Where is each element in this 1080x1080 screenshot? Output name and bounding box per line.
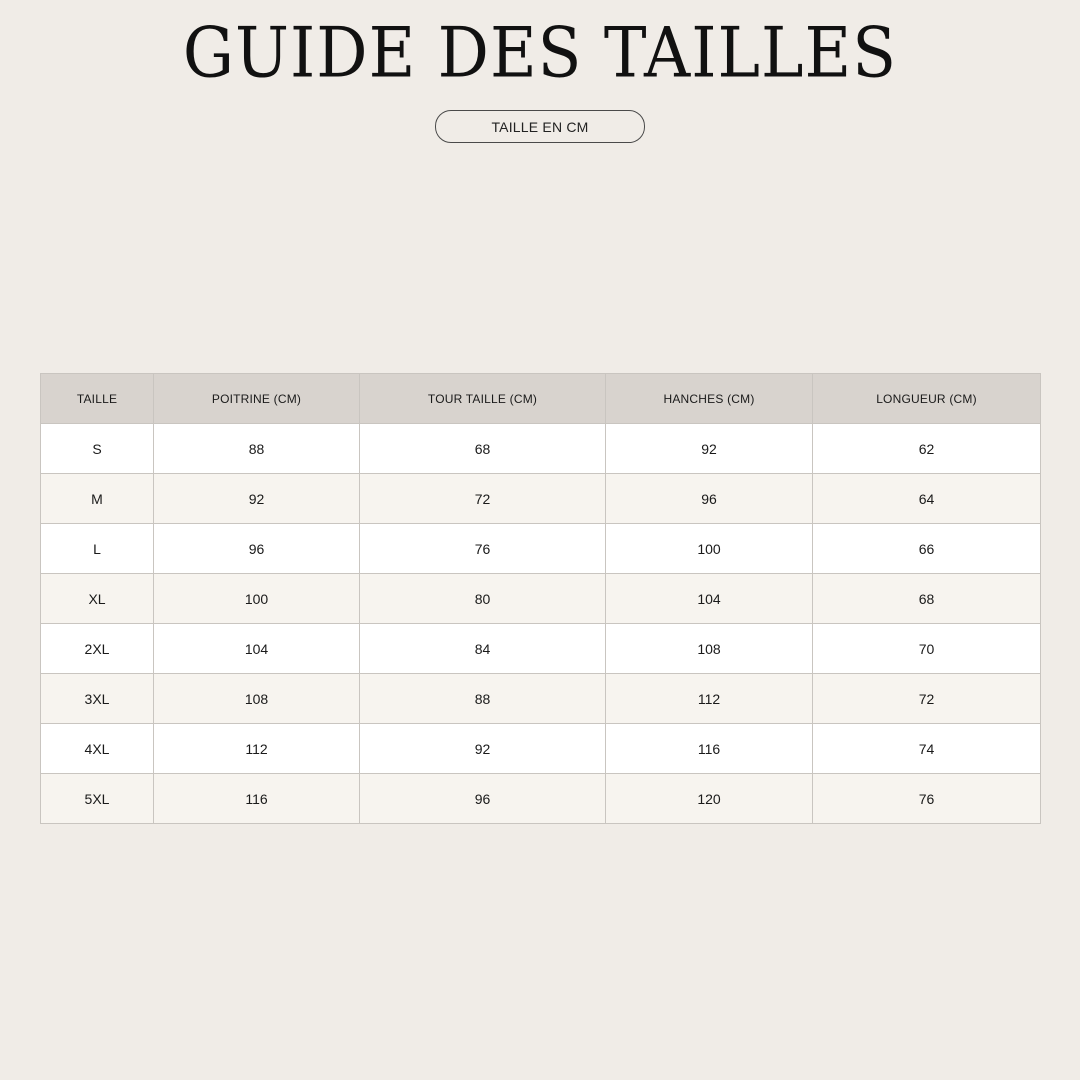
table-cell-chest: 88 xyxy=(154,424,360,474)
table-cell-waist: 88 xyxy=(360,674,606,724)
table-cell-length: 66 xyxy=(813,524,1041,574)
table-cell-hips: 116 xyxy=(606,724,813,774)
table-cell-hips: 112 xyxy=(606,674,813,724)
column-header-size: TAILLE xyxy=(41,374,154,424)
table-cell-length: 76 xyxy=(813,774,1041,824)
table-row xyxy=(41,674,1041,724)
page-title: GUIDE DES TAILLES xyxy=(182,14,898,94)
table-cell-size: 4XL xyxy=(41,724,154,774)
table-cell-waist: 68 xyxy=(360,424,606,474)
table-cell-size: 2XL xyxy=(41,624,154,674)
table-cell-waist: 96 xyxy=(360,774,606,824)
table-row xyxy=(41,624,1041,674)
table-cell-hips: 108 xyxy=(606,624,813,674)
table-cell-size: M xyxy=(41,474,154,524)
table-cell-chest: 104 xyxy=(154,624,360,674)
size-table xyxy=(40,373,1041,824)
table-cell-size: L xyxy=(41,524,154,574)
table-cell-length: 68 xyxy=(813,574,1041,624)
table-cell-hips: 104 xyxy=(606,574,813,624)
column-header-waist: TOUR TAILLE (CM) xyxy=(360,374,606,424)
table-cell-chest: 96 xyxy=(154,524,360,574)
table-header-row xyxy=(41,374,1041,424)
table-cell-waist: 80 xyxy=(360,574,606,624)
table-cell-size: 3XL xyxy=(41,674,154,724)
table-cell-waist: 84 xyxy=(360,624,606,674)
table-cell-chest: 112 xyxy=(154,724,360,774)
table-cell-length: 74 xyxy=(813,724,1041,774)
table-row xyxy=(41,524,1041,574)
table-cell-chest: 100 xyxy=(154,574,360,624)
table-cell-hips: 100 xyxy=(606,524,813,574)
table-row xyxy=(41,474,1041,524)
column-header-chest: POITRINE (CM) xyxy=(154,374,360,424)
table-cell-length: 62 xyxy=(813,424,1041,474)
column-header-length: LONGUEUR (CM) xyxy=(813,374,1041,424)
unit-badge: TAILLE EN CM xyxy=(435,110,645,143)
table-cell-chest: 116 xyxy=(154,774,360,824)
table-cell-hips: 96 xyxy=(606,474,813,524)
table-cell-size: XL xyxy=(41,574,154,624)
table-cell-waist: 76 xyxy=(360,524,606,574)
table-cell-hips: 92 xyxy=(606,424,813,474)
table-cell-waist: 72 xyxy=(360,474,606,524)
table-row xyxy=(41,724,1041,774)
table-row xyxy=(41,424,1041,474)
table-cell-length: 72 xyxy=(813,674,1041,724)
table-cell-size: 5XL xyxy=(41,774,154,824)
table-row xyxy=(41,574,1041,624)
table-cell-chest: 92 xyxy=(154,474,360,524)
table-cell-length: 70 xyxy=(813,624,1041,674)
table-cell-hips: 120 xyxy=(606,774,813,824)
table-cell-size: S xyxy=(41,424,154,474)
table-cell-length: 64 xyxy=(813,474,1041,524)
table-cell-chest: 108 xyxy=(154,674,360,724)
column-header-hips: HANCHES (CM) xyxy=(606,374,813,424)
table-cell-waist: 92 xyxy=(360,724,606,774)
table-row xyxy=(41,774,1041,824)
